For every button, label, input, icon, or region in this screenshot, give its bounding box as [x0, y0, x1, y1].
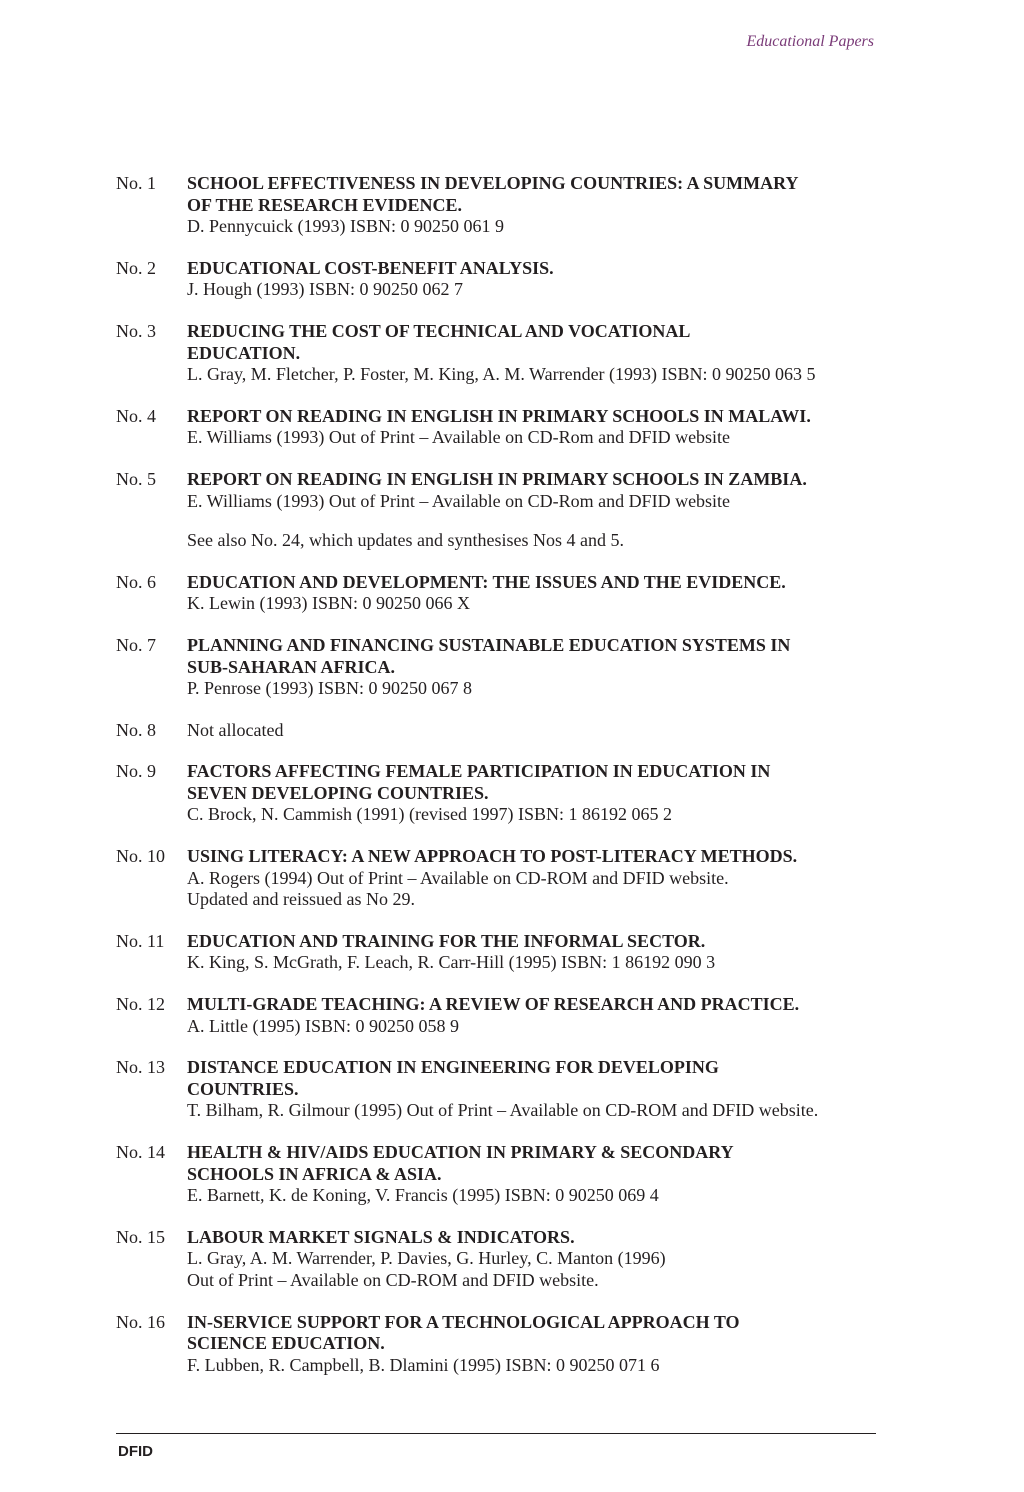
entry-number: No. 4	[116, 405, 156, 426]
entry-title-line: PLANNING AND FINANCING SUSTAINABLE EDUCATION SYSTEMS IN	[187, 634, 791, 655]
list-item	[116, 761, 916, 826]
footer-label: DFID	[118, 1443, 153, 1460]
entry-body	[187, 469, 916, 512]
running-header: Educational Papers	[746, 33, 874, 50]
entry-body	[187, 761, 916, 826]
entry-detail-line: K. Lewin (1993) ISBN: 0 90250 066 X	[187, 593, 470, 614]
entry-body	[187, 1312, 916, 1377]
entry-body	[187, 572, 916, 615]
entry-body	[187, 846, 916, 911]
entry-detail-line: L. Gray, A. M. Warrender, P. Davies, G. Hurley, C. Manton (1996)	[187, 1248, 666, 1269]
list-item	[116, 469, 916, 512]
entry-title-line: MULTI-GRADE TEACHING: A REVIEW OF RESEARCH AND PRACTICE.	[187, 994, 800, 1015]
entry-detail-line: Updated and reissued as No 29.	[187, 889, 415, 910]
entry-number: No. 2	[116, 257, 156, 278]
list-item	[116, 846, 916, 911]
list-item	[116, 173, 916, 238]
entry-number: No. 6	[116, 571, 156, 592]
entry-body	[187, 1142, 916, 1207]
entry-number: No. 15	[116, 1226, 165, 1247]
entry-body	[187, 1227, 916, 1292]
entry-title-line: USING LITERACY: A NEW APPROACH TO POST-LITERACY METHODS.	[187, 846, 798, 867]
entry-number: No. 12	[116, 994, 165, 1015]
entry-title-line: SCIENCE EDUCATION.	[187, 1333, 385, 1354]
entry-detail-line: E. Williams (1993) Out of Print – Available on CD-Rom and DFID website	[187, 427, 731, 448]
entry-detail-line: Not allocated	[187, 719, 284, 740]
entry-detail-line: A. Rogers (1994) Out of Print – Available on CD-ROM and DFID website.	[187, 867, 729, 888]
list-item	[116, 258, 916, 301]
entry-title-line: SUB-SAHARAN AFRICA.	[187, 656, 396, 677]
entry-body	[187, 720, 916, 742]
entry-title-line: IN-SERVICE SUPPORT FOR A TECHNOLOGICAL APPROACH TO	[187, 1311, 740, 1332]
entry-title-line: LABOUR MARKET SIGNALS & INDICATORS.	[187, 1226, 575, 1247]
entry-title-line: EDUCATION.	[187, 342, 301, 363]
list-item	[116, 635, 916, 700]
entry-number: No. 3	[116, 320, 156, 341]
list-item	[116, 994, 916, 1037]
entry-title-line: REPORT ON READING IN ENGLISH IN PRIMARY SCHOOLS IN ZAMBIA.	[187, 468, 807, 489]
entry-title-line: SEVEN DEVELOPING COUNTRIES.	[187, 782, 489, 803]
list-item	[116, 1142, 916, 1207]
entry-detail-line: A. Little (1995) ISBN: 0 90250 058 9	[187, 1015, 459, 1036]
entry-body	[187, 321, 916, 386]
publication-list	[116, 173, 916, 1396]
entry-number: No. 5	[116, 468, 156, 489]
list-item	[116, 1057, 916, 1122]
entry-body	[187, 406, 916, 449]
entry-title-line: OF THE RESEARCH EVIDENCE.	[187, 194, 463, 215]
entry-body	[187, 1057, 916, 1122]
list-item	[116, 931, 916, 974]
entry-number: No. 14	[116, 1142, 165, 1162]
entry-title-line: DISTANCE EDUCATION IN ENGINEERING FOR DEVELOPING	[187, 1057, 719, 1078]
entry-body	[187, 994, 916, 1037]
entry-detail-line: P. Penrose (1993) ISBN: 0 90250 067 8	[187, 678, 473, 699]
entry-title-line: REPORT ON READING IN ENGLISH IN PRIMARY SCHOOLS IN MALAWI.	[187, 405, 811, 426]
entry-detail-line: Out of Print – Available on CD-ROM and DFID website.	[187, 1269, 599, 1290]
entry-detail-line: C. Brock, N. Cammish (1991) (revised 1997) ISBN: 1 86192 065 2	[187, 804, 672, 825]
entry-detail-line: L. Gray, M. Fletcher, P. Foster, M. King, A. M. Warrender (1993) ISBN: 0 90250 063 5	[187, 364, 816, 385]
entry-detail-line: J. Hough (1993) ISBN: 0 90250 062 7	[187, 279, 464, 300]
entry-number: No. 7	[116, 634, 156, 655]
entry-body	[187, 173, 916, 238]
entry-number: No. 1	[116, 173, 156, 193]
entry-title-line: HEALTH & HIV/AIDS EDUCATION IN PRIMARY & SECONDARY	[187, 1142, 734, 1162]
entry-number: No. 11	[116, 930, 165, 951]
entry-title-line: COUNTRIES.	[187, 1078, 299, 1099]
entry-title-line: EDUCATIONAL COST-BENEFIT ANALYSIS.	[187, 257, 554, 278]
entry-body	[187, 635, 916, 700]
entry-number: No. 13	[116, 1057, 165, 1078]
entry-title-line: FACTORS AFFECTING FEMALE PARTICIPATION IN EDUCATION IN	[187, 761, 771, 782]
entry-title-line: EDUCATION AND DEVELOPMENT: THE ISSUES AND THE EVIDENCE.	[187, 571, 786, 592]
entry-title-line: REDUCING THE COST OF TECHNICAL AND VOCATIONAL	[187, 320, 691, 341]
entry-title-line: SCHOOL EFFECTIVENESS IN DEVELOPING COUNTRIES: A SUMMARY	[187, 173, 799, 193]
entry-number: No. 9	[116, 761, 156, 782]
cross-reference-note: See also No. 24, which updates and synthesises Nos 4 and 5.	[187, 530, 624, 551]
entry-detail-line: F. Lubben, R. Campbell, B. Dlamini (1995) ISBN: 0 90250 071 6	[187, 1354, 660, 1375]
entry-detail-line: E. Williams (1993) Out of Print – Available on CD-Rom and DFID website	[187, 490, 731, 511]
entry-number: No. 10	[116, 846, 165, 867]
entry-detail-line: T. Bilham, R. Gilmour (1995) Out of Print – Available on CD-ROM and DFID website.	[187, 1100, 819, 1121]
entry-detail-line: D. Pennycuick (1993) ISBN: 0 90250 061 9	[187, 216, 504, 237]
footer-rule	[116, 1433, 876, 1434]
entry-detail-line: K. King, S. McGrath, F. Leach, R. Carr-Hill (1995) ISBN: 1 86192 090 3	[187, 952, 716, 973]
entry-title-line: EDUCATION AND TRAINING FOR THE INFORMAL SECTOR.	[187, 930, 706, 951]
entry-number: No. 16	[116, 1311, 165, 1332]
list-item	[116, 321, 916, 386]
entry-detail-line: E. Barnett, K. de Koning, V. Francis (1995) ISBN: 0 90250 069 4	[187, 1185, 659, 1206]
list-item	[116, 1312, 916, 1377]
entry-body	[187, 931, 916, 974]
list-item	[116, 572, 916, 615]
entry-body	[187, 258, 916, 301]
list-item	[116, 1227, 916, 1292]
entry-number: No. 8	[116, 719, 156, 740]
list-item	[116, 406, 916, 449]
list-item	[116, 720, 916, 742]
entry-title-line: SCHOOLS IN AFRICA & ASIA.	[187, 1163, 442, 1184]
